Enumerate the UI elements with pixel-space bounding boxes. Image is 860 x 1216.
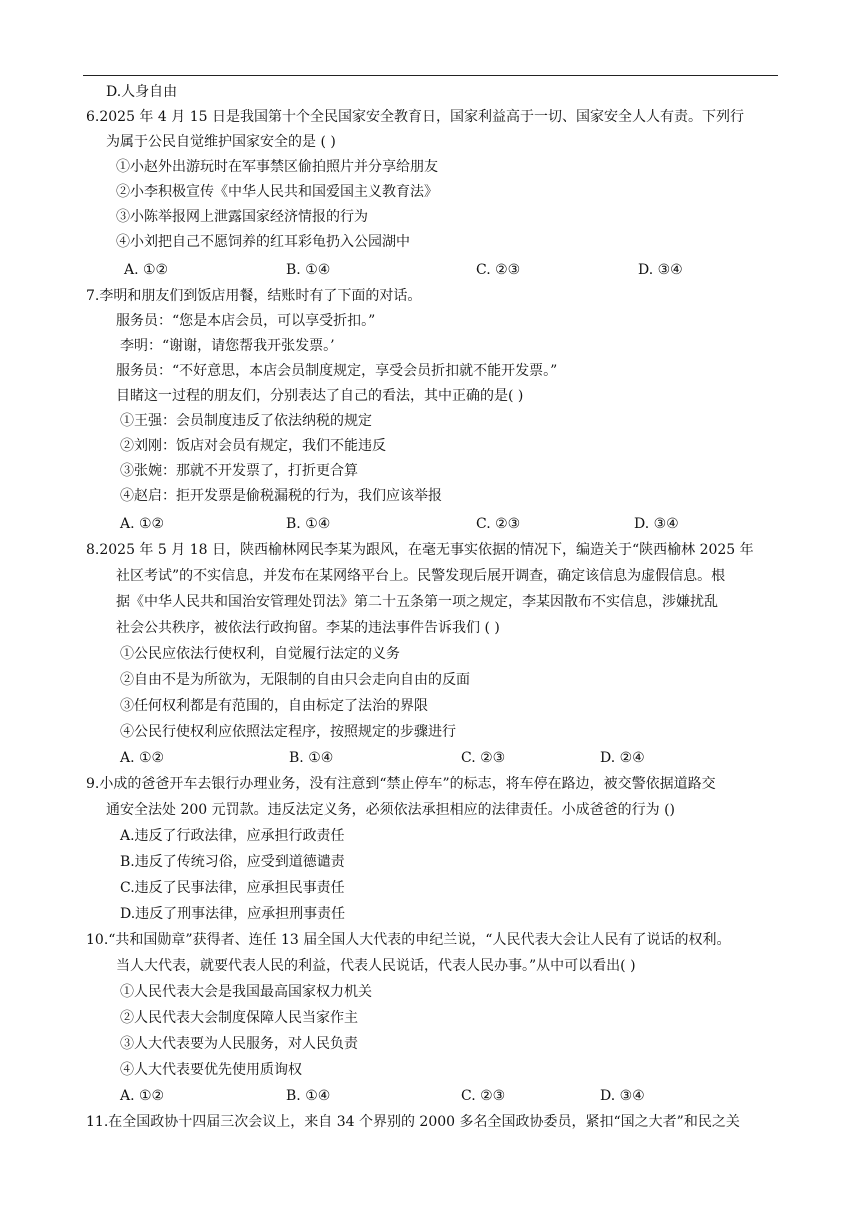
q8-choice-4: ④公民行使权利应依照法定程序，按照规定的步骤进行: [120, 724, 456, 740]
q10-option-c: C. ②③: [461, 1088, 506, 1104]
q10-choice-4: ④人大代表要优先使用质询权: [120, 1062, 302, 1078]
q7-question: 目睹这一过程的朋友们，分别表达了自己的看法，其中正确的是( ): [116, 388, 524, 404]
q8-option-a: A. ①②: [120, 750, 165, 766]
q8-option-c: C. ②③: [461, 750, 506, 766]
q10-choice-3: ③人大代表要为人民服务，对人民负责: [120, 1036, 358, 1052]
q6-choice-1: ①小赵外出游玩时在军事禁区偷拍照片并分享给朋友: [116, 159, 438, 175]
q10-choice-2: ②人民代表大会制度保障人民当家作主: [120, 1010, 358, 1026]
q7-choice-4: ④赵启：拒开发票是偷税漏税的行为，我们应该举报: [120, 488, 442, 504]
q8-stem-cont-2: 据《中华人民共和国治安管理处罚法》第二十五条第一项之规定，李某因散布不实信息，涉嫌扰乱: [116, 594, 718, 610]
q8-stem-cont-1: 社区考试”的不实信息，并发布在某网络平台上。民警发现后展开调查，确定该信息为虚假信息。根: [116, 568, 726, 584]
q8-choice-1: ①公民应依法行使权利，自觉履行法定的义务: [120, 646, 400, 662]
prev-question-option-d: D.人身自由: [106, 84, 178, 100]
q7-option-c: C. ②③: [476, 516, 521, 532]
q7-stem: 7.李明和朋友们到饭店用餐，结账时有了下面的对话。: [86, 288, 422, 304]
q7-choice-1: ①王强：会员制度违反了依法纳税的规定: [120, 413, 372, 429]
q11-stem: 11.在全国政协十四届三次会议上，来自 34 个界别的 2000 多名全国政协委员，紧扣“国之大者”和民之关: [86, 1114, 740, 1130]
q6-choice-2: ②小李积极宣传《中华人民共和国爱国主义教育法》: [116, 184, 438, 200]
q7-dialogue-3: 服务员：“不好意思，本店会员制度规定，享受会员折扣就不能开发票。”: [116, 363, 558, 379]
q6-option-a: A. ①②: [124, 262, 169, 278]
q8-choice-2: ②自由不是为所欲为，无限制的自由只会走向自由的反面: [120, 672, 470, 688]
q7-choice-3: ③张婉：那就不开发票了，打折更合算: [120, 463, 358, 479]
q7-dialogue-2: 李明：“谢谢，请您帮我开张发票。’: [120, 338, 335, 354]
q10-option-b: B. ①④: [286, 1088, 331, 1104]
q8-choice-3: ③任何权利都是有范围的，自由标定了法治的界限: [120, 698, 428, 714]
q10-stem-cont: 当人大代表，就要代表人民的利益，代表人民说话，代表人民办事。”从中可以看出( ): [116, 958, 636, 974]
q8-stem-cont-3: 社会公共秩序，被依法行政拘留。李某的违法事件告诉我们 ( ): [116, 620, 500, 636]
q10-stem: 10.“共和国勋章”获得者、连任 13 届全国人大代表的申纪兰说，“人民代表大会让人民有了说话的权利。: [86, 932, 731, 948]
q9-stem: 9.小成的爸爸开车去银行办理业务，没有注意到“禁止停车”的标志，将车停在路边，被交警依据道路交: [86, 776, 716, 792]
q7-option-d: D. ③④: [634, 516, 679, 532]
q8-option-d: D. ②④: [600, 750, 645, 766]
q9-choice-a: A.违反了行政法律，应承担行政责任: [120, 828, 345, 844]
q6-stem: 6.2025 年 4 月 15 日是我国第十个全民国家安全教育日，国家利益高于一切、国家安全人人有责。下列行: [86, 109, 744, 125]
q6-choice-3: ③小陈举报网上泄露国家经济情报的行为: [116, 209, 368, 225]
q9-stem-cont: 通安全法处 200 元罚款。违反法定义务，必须依法承担相应的法律责任。小成爸爸的行为 (): [106, 802, 675, 818]
q7-option-b: B. ①④: [286, 516, 331, 532]
q10-choice-1: ①人民代表大会是我国最高国家权力机关: [120, 984, 372, 1000]
q6-option-c: C. ②③: [476, 262, 521, 278]
q7-choice-2: ②刘刚：饭店对会员有规定，我们不能违反: [120, 438, 386, 454]
top-rule: [83, 75, 778, 76]
q9-choice-d: D.违反了刑事法律，应承担刑事责任: [120, 906, 346, 922]
q10-option-d: D. ③④: [600, 1088, 645, 1104]
q6-stem-cont: 为属于公民自觉维护国家安全的是 ( ): [106, 134, 336, 150]
q7-option-a: A. ①②: [120, 516, 165, 532]
q7-dialogue-1: 服务员：“您是本店会员，可以享受折扣。”: [116, 313, 376, 329]
q6-option-d: D. ③④: [638, 262, 683, 278]
q8-stem: 8.2025 年 5 月 18 日，陕西榆林网民李某为跟风，在毫无事实依据的情况下，编造关于“陕西榆林 2025 年: [86, 542, 754, 558]
q6-choice-4: ④小刘把自己不愿饲养的红耳彩龟扔入公园湖中: [116, 234, 410, 250]
q8-option-b: B. ①④: [289, 750, 334, 766]
q9-choice-c: C.违反了民事法律，应承担民事责任: [120, 880, 345, 896]
q9-choice-b: B.违反了传统习俗，应受到道德谴责: [120, 854, 345, 870]
q6-option-b: B. ①④: [286, 262, 331, 278]
q10-option-a: A. ①②: [120, 1088, 165, 1104]
